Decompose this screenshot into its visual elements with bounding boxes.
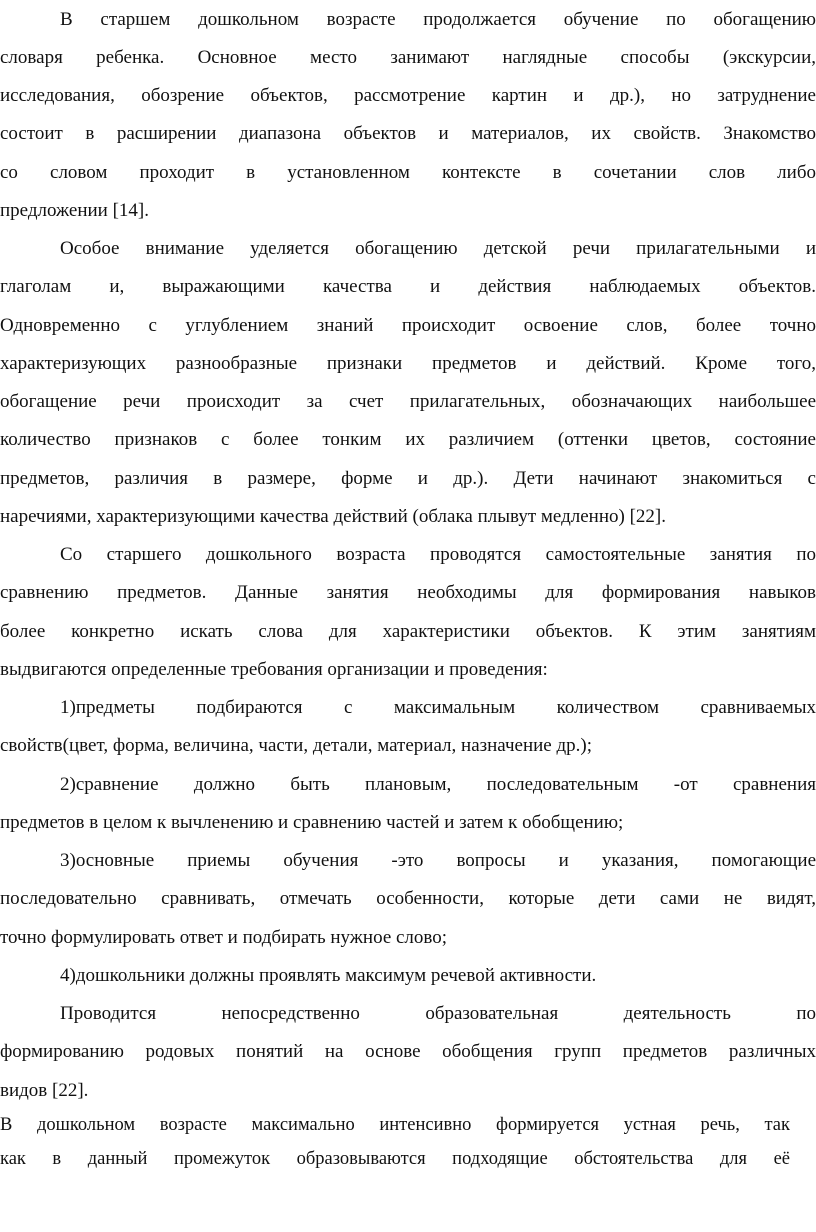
list-item-line: 1)предметы подбираются с максимальным количеством сравниваемых (60, 697, 816, 718)
text-line: выдвигаются определенные требования организации и проведения: (0, 659, 548, 680)
text-line: со словом проходит в установленном контексте в сочетании слов либо (0, 162, 816, 183)
text-line: более конкретно искать слова для характеристики объектов. К этим занятиям (0, 621, 816, 642)
text-line: Особое внимание уделяется обогащению детской речи прилагательными и (60, 238, 816, 259)
text-line: Со старшего дошкольного возраста проводятся самостоятельные занятия по (60, 544, 816, 565)
text-line: количество признаков с более тонким их различием (оттенки цветов, состояние (0, 429, 816, 450)
text-line: характеризующих разнообразные признаки предметов и действий. Кроме того, (0, 353, 816, 374)
text-line: состоит в расширении диапазона объектов и материалов, их свойств. Знакомство (0, 123, 816, 144)
text-line: сравнению предметов. Данные занятия необходимы для формирования навыков (0, 582, 816, 603)
list-item-line: 3)основные приемы обучения -это вопросы и указания, помогающие (60, 850, 816, 871)
text-line: исследования, обозрение объектов, рассмотрение картин и др.), но затруднение (0, 85, 816, 106)
text-line: словаря ребенка. Основное место занимают наглядные способы (экскурсии, (0, 47, 816, 68)
text-line: предложении [14]. (0, 200, 149, 221)
list-item-line: точно формулировать ответ и подбирать нужное слово; (0, 927, 448, 948)
text-line: как в данный промежуток образовываются подходящие обстоятельства для её (0, 1149, 790, 1169)
list-item-line: 2)сравнение должно быть плановым, последовательным -от сравнения (60, 774, 816, 795)
text-line: глаголам и, выражающими качества и действия наблюдаемых объектов. (0, 276, 816, 297)
text-line: В дошкольном возрасте максимально интенсивно формируется устная речь, так (0, 1115, 790, 1135)
list-item-line: предметов в целом к вычленению и сравнению частей и затем к обобщению; (0, 812, 624, 833)
text-line: Одновременно с углублением знаний происходит освоение слов, более точно (0, 315, 816, 336)
text-line: В старшем дошкольном возрасте продолжается обучение по обогащению (60, 9, 816, 30)
text-line: формированию родовых понятий на основе обобщения групп предметов различных (0, 1041, 816, 1062)
text-line: видов [22]. (0, 1080, 89, 1101)
text-line: предметов, различия в размере, форме и др.). Дети начинают знакомиться с (0, 468, 816, 489)
text-line: наречиями, характеризующими качества действий (облака плывут медленно) [22]. (0, 506, 666, 527)
list-item-line: 4)дошкольники должны проявлять максимум речевой активности. (60, 965, 597, 986)
list-item-line: последовательно сравнивать, отмечать особенности, которые дети сами не видят, (0, 888, 816, 909)
text-line: обогащение речи происходит за счет прилагательных, обозначающих наибольшее (0, 391, 816, 412)
text-line: Проводится непосредственно образовательная деятельность по (60, 1003, 816, 1024)
list-item-line: свойств(цвет, форма, величина, части, детали, материал, назначение др.); (0, 735, 593, 756)
